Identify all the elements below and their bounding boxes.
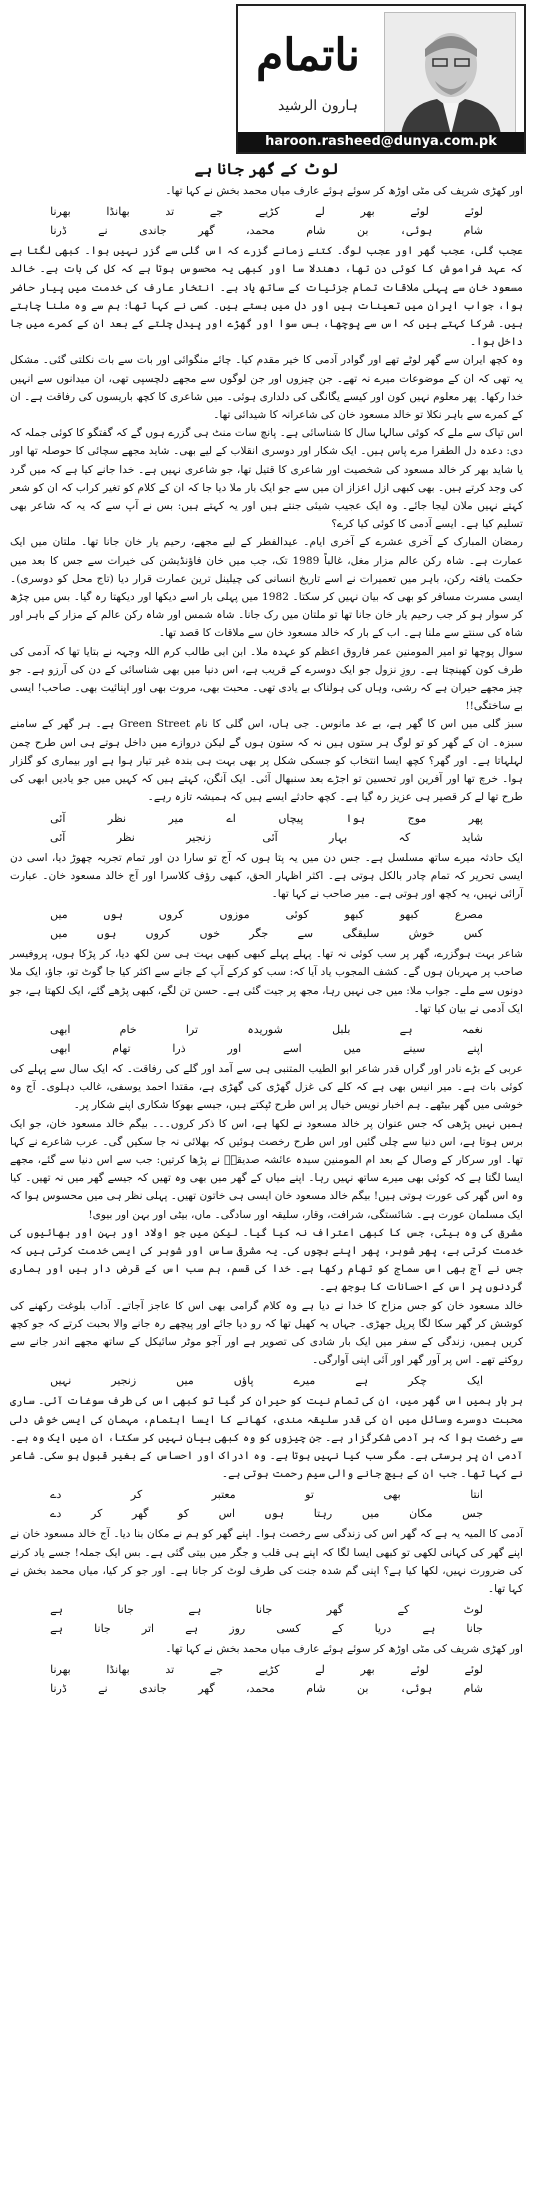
verse-word: میر: [168, 811, 184, 825]
verse-word: محمد،: [246, 1682, 275, 1696]
verse-word: جانا: [466, 1622, 483, 1636]
verse-word: گھر: [132, 1507, 149, 1521]
verse-word: بھر: [360, 205, 375, 219]
verse-line: [50, 1660, 483, 1679]
outro-paragraph: اور کھڑی شریف کی مٹی اوڑھ کر سوئے ہوئے عارف میاں محمد بخش نے کہا تھا۔: [165, 1643, 523, 1656]
verse-word: میں: [50, 927, 68, 941]
verse-word: لے: [315, 1663, 325, 1677]
verse-word: کسی: [276, 1622, 301, 1636]
verse-word: سینے: [402, 1041, 426, 1055]
verse-word: کڑیے: [258, 1663, 280, 1677]
paragraph: عربی کے بڑے نادر اور گراں قدر شاعر ابو الطیب المتنبی ہی سے آمد اور گلے کی رفاقت۔ کہ ایک سال سے پہلے کی کوئی بات ہے۔ میر انیس بھی ہے کہ کلے کی غزل گھڑی کی گھڑی ہے، مقتدا احمد یوسفی، غالب دہلوی۔ آج وہ خوشی میں گھر بیٹھے۔ ہم اخبار نویس خیال پر اس طرح ٹپکتے ہیں، جیسے بھوکا شکاری اپنے شکار پر۔: [10, 1062, 523, 1112]
verse-block-6: [50, 1485, 483, 1523]
verse-block-2: [50, 809, 483, 847]
verse-word: ہوا: [345, 811, 366, 825]
verse-word: گھر: [198, 224, 215, 238]
verse-word: خوں: [199, 927, 221, 941]
verse-word: شوریدہ: [247, 1022, 283, 1036]
verse-word: شاید: [461, 830, 483, 844]
verse-word: تھام: [112, 1041, 131, 1055]
paragraph: وہ کچھ ایران سے گھر لوٹے تھے اور گوادر آدمی کا خیر مقدم کیا۔ چائے منگوائی اور بات سے بات نکلتی گئی۔ مشکل یہ تھی کہ ان کے موضوعات میرے نہ تھے۔ جن چیزوں اور جن لوگوں سے مجھے دلچسپی تھی، ان میدانوں سے انہیں خدا رکھا۔ پھر معلوم نہیں کون اور کیسے یگانگی کی دلداری ہوئی۔ میں شاعری کا کچھ باریسوں کی رفاقت ہے۔ ان کے کمرے سے باہر نکلا تو خالد مسعود خان کی شاعرانہ کا شیدائی تھا۔: [10, 354, 523, 422]
paragraph: مشرق کی وہ بیٹی، جس کا کبھی اعتراف نہ کیا گیا۔ لیکن میں جو اولاد اور بہن اور بھائیوں کی خدمت کرتی ہے، پھر شوہر، پھر اپنے بچوں کی۔ یہ مشرقی ساس اور شوہر کی ایسی خدمت کرتی ہیں کہ جس نے آج بھی اس سماج کو تھام رکھا ہے۔ خدا کی قسم، ہم سب اس کے قرض دار ہیں اور ہماری گردنوں پر اس کے احسانات کا بوجھ ہے۔: [10, 1226, 523, 1294]
verse-word: موزوں: [219, 908, 250, 922]
paragraph: ہمیں نہیں پڑھی کہ جس عنوان پر خالد مسعود نے لکھا ہے، اس کا ذکر کروں۔۔۔ بیگم خالد مسعود خان، جو ایک برس ہوتا ہے، اس دنیا سے چلی گئیں اور اس طرح رخصت ہوئیں کہ بھلائی نہ جا سکیں گی۔ عرب شاعرے نے کہا تھا۔ اور سرکار کے وصال کے بعد ام المومنین سیدہ عائشہ صدیقہؓ نے پڑھا کرتیں: جب سے اس دنیا سے گئے، مجھے ایسا لگتا ہے کہ کوئی بھی میرے ساتھ نہیں رہا۔ اپنے میاں کے گھر میں بھی وہ تھیں کہ جیسے گھر میں نہ تھیں۔ کیا وہ اس گھر کی عورت ہوتی ہیں! بیگم خالد مسعود خان ایسی ہی خاتون تھیں۔ پہلی نظر ہی میں محسوس ہوا کہ ایک مسلمان عورت ہے۔ شائستگی، شرافت، وقار، سلیقہ اور سادگی۔ ماں، بیٹی اور بہن اور بیوی!: [10, 1117, 523, 1221]
verse-word: دریا: [374, 1622, 392, 1636]
column-title: لوٹ کے گھر جانا ہے: [194, 160, 339, 178]
verse-word: نے: [98, 1682, 108, 1696]
verse-line: [50, 1679, 483, 1698]
verse-word: میں: [343, 1041, 362, 1055]
verse-word: ہے: [422, 1622, 436, 1636]
verse-word: پھر: [468, 811, 483, 825]
verse-word: کبھو: [399, 908, 420, 922]
verse-word: معتبر: [211, 1488, 236, 1502]
masthead-box: [236, 4, 526, 154]
verse-word: بن: [357, 1682, 369, 1696]
paragraph: سبز گلی میں اس کا گھر ہے، بے عد مانوس۔ جی ہاں، اس گلی کا نام Green Street ہے۔ ہر گھر کے سامنے سبزہ۔ ان کے گھر کو تو لوگ ہر ستوں ہیں نہ کہ ستون ہوں گے لیکن دروازے میں داخل ہوتے ہی اس طرح چمن لہلہاتا ہے۔ اور گھر؟ کچھ ایسا انتخاب کو جسکی شکل پر بھی بہت ہی بندہ غیر تیار ہوا ہے اور بیماری کو گلزار ہوا۔ خرچ تھا اور آفرین اور تحسین تو اجڑے بعد سنبھال آئی۔ ایک آنگن، کہتے ہیں کہ کہیں میں جو یادیں ابھی کی طرح تھا لے کر قصیر ہی عزیز رہ گیا ہے۔ کچھ حادثے ایسے ہیں کہ ہمیشہ تازہ رہے۔: [10, 718, 524, 804]
verse-word: کے: [397, 1603, 410, 1617]
paragraph: آدمی کا المیہ یہ ہے کہ گھر اس کی زندگی سے رخصت ہوا۔ اپنے گھر کو ہم نے مکان بنا دیا۔ آج خالد مسعود خان نے اپنے گھر کی کہانی لکھی تو کبھی ایسا لگا کہ اپنے ہی قلب و جگر میں بیتی گئی ہے۔ بس ایک جملہ! جسے یاد کرنے کی ضرورت نہیں، لکھا کیا ہے؟ اپنی گم شدہ جنت کی طرف لوٹ کر جانا ہے۔ اور جو کر کیا، میاں محمد بخش نے کہا تھا۔: [10, 1528, 523, 1595]
verse-line: [50, 1619, 483, 1638]
verse-word: لے: [315, 205, 325, 219]
verse-word: چکر: [408, 1374, 428, 1388]
verse-word: پاؤں: [233, 1374, 254, 1388]
paragraph: خالد مسعود خان کو جس مزاح کا خدا نے دیا ہے وہ کلام گرامی بھی اس کا عاجز آجاتے۔ آداب بلوغت رکھنے کی کوشش کر گھر سکا لگا پرپل جھڑی۔ جہاں یہ کھیل تھا کہ رو دیا جائے اور پیچھے رہ جانے والا بحبت کرتے کہ جو کچھ کریں ہمیں، زندگی کے سفر میں ایک بار شادی کی تصویر ہے اور آجو موٹر سائیکل کے ساتھ مجھے اندر جانے سے روکتے تھے۔ اس پر آور گھر اور آئی اپنی آوارگی۔: [10, 1299, 523, 1367]
verse-word: شام: [306, 224, 326, 238]
paragraph: رمضان المبارک کے آخری عشرے کے آخری ایام۔ عیدالفطر کے لیے مجھے، رحیم یار خان جانا تھا۔ ملتان میں ایک عمارت ہے۔ شاہ رکن عالم مزار مغل، غالباً 1989 تک، جب میں خان فاؤنڈیشن کی خیرات سے جس کا بعد میں حکمت یافتہ رکن، باہر میں تعمیرات نے اسے تاریخ انسانی کی چیلینل ترین عمارت قرار دیا (تاج محل کو دوسری)۔ ایسی مسرت مسافر کو بھی کہ بیان نہیں کر سکتا۔ 1982 میں پہلی بار اسے دیکھا اور دیکھتا رہ گیا۔ بس میں چڑھ کر سوار ہو کر جب رحیم یار خان جانا تھا تو ملتان میں رک جانا۔ شاہ شمس اور شاہ رکن عالم کے مزار کے باہر اور شاہ کی سنتے سے ملنا ہے۔ اب کے بار کہ خالد مسعود خان سے ملاقات کا قصد تھا۔: [10, 536, 523, 640]
verse-word: لوئے: [464, 1663, 483, 1677]
verse-word: مصرع: [454, 908, 483, 922]
verse-line: [50, 828, 483, 847]
verse-word: اتر: [141, 1622, 155, 1636]
verse-word: میرے: [293, 1374, 316, 1388]
verse-word: کس: [463, 927, 483, 941]
verse-word: جس: [462, 1507, 483, 1521]
paragraph-group-3: [10, 945, 523, 1018]
verse-word: کر: [91, 1507, 103, 1521]
author-name: ہارون الرشید: [278, 98, 358, 114]
verse-word: شام: [463, 224, 483, 238]
verse-word: جگر: [249, 927, 269, 941]
verse-block-5: [50, 1371, 483, 1390]
verse-word: دے: [50, 1507, 62, 1521]
verse-word: آئی: [50, 811, 66, 825]
verse-word: خام: [119, 1022, 137, 1036]
verse-word: جے: [209, 1663, 224, 1677]
verse-word: ہے: [355, 1374, 369, 1388]
verse-word: ہوں: [103, 908, 123, 922]
verse-word: میں: [361, 1507, 380, 1521]
verse-word: ہوں: [264, 1507, 285, 1521]
article-body: [4, 182, 529, 1698]
verse-word: شام: [306, 1682, 326, 1696]
verse-word: آئی: [50, 830, 66, 844]
verse-block-1: [50, 202, 483, 240]
verse-word: بھی: [383, 1488, 401, 1502]
verse-word: کروں: [158, 908, 184, 922]
verse-word: ہوئی،: [399, 1682, 433, 1696]
verse-line: [50, 924, 483, 943]
paragraph: اس تپاک سے ملے کہ کوئی سالہا سال کا شناسائی ہے۔ پانچ سات منٹ ہی گزرے ہوں گے کہ گفتگو کا کوئی جملہ کہ دی: دعدہ دل الطفرا مرے پاس ہیں۔ ایک شکار اور دوسری انقلاب کے لیے بھی۔ شاید مجھے سچائی کا حوصلہ تھا اور یا شاید بھر کر خالد مسعود کی شخصیت اور شاعری کا قتیل تھا، جو شاعری نہیں ہے۔ خدا جانے کیا ہے کہ میں گرد کی وجد کرتے ہیں۔ بھی کبھی ازل اعزاز ان میں سے جو ایک بار ملا دیا جا کہ ان کے کلام کو تغیر کراب کہ ان کو شعر کہتے نہیں ملان لیجا جائے۔ وہ ایک عجیب شیئی جنتے ہیں اور یہ کہتے ہیں: بس نے آپ سے کہ یہ کہ شاعر بھی تسلیم کیا ہے۔ ایسے آدمی کا کوئی کیا کرے؟: [10, 427, 524, 531]
intro-paragraph: اور کھڑی شریف کی مٹی اوڑھ کر سوئے ہوئے عارف میاں محمد بخش نے کہا تھا۔: [165, 185, 523, 197]
verse-word: پیچاں: [278, 811, 304, 825]
paragraph: سوال پوچھا تو امیر المومنین عمر فاروق اعظم کو عہدہ ملا۔ ابن ابی طالب کرم اللہ وجہہ نے بتایا تھا کہ آدمی کی طرف کون کھینچتا ہے۔ روزِ نزول جو ایک دوسرے کے قریب ہے، اس دنیا میں بھی شناسائی کے دن کی آرزو ہے۔ جو چیز مجھے حیران ہے کہ رشی، وہاں کی ہولناک بے یادی تھی۔ محبت بھی، مروت بھی اور اپنائیت بھی۔ صاحب! ایسی بے ساختگی!!: [10, 645, 523, 713]
verse-word: جے: [209, 205, 224, 219]
verse-word: گھر: [326, 1603, 344, 1617]
verse-word: جاندی: [139, 1682, 167, 1696]
author-email: haroon.rasheed@dunya.com.pk: [238, 132, 524, 152]
column-header: [4, 4, 529, 182]
author-photo-icon: [384, 12, 516, 136]
verse-line: [50, 1485, 483, 1504]
verse-word: اے: [226, 811, 236, 825]
verse-block-3: [50, 905, 483, 943]
verse-word: اور: [227, 1041, 242, 1055]
verse-word: کر: [130, 1488, 143, 1502]
verse-word: خوش: [408, 927, 435, 941]
verse-word: کروں: [145, 927, 171, 941]
verse-word: ہے: [50, 1603, 63, 1617]
verse-word: نہیں: [50, 1374, 72, 1388]
verse-word: شام: [463, 1682, 483, 1696]
verse-word: ڈرنا: [50, 1682, 67, 1696]
verse-word: کڑیے: [258, 205, 280, 219]
verse-word: تد: [165, 205, 175, 219]
paragraph: شاعر بہت ہوگزرے، گھر پر سب کوئی نہ تھا۔ پہلے پہلے کبھی کبھی بہت ہی سن لکھ دیا، کر پڑکا ہوں، پروفیسر صاحب پر مہربان ہوں گے۔ کشف المجوب یاد آیا کہ: سب کو کرکے آپ کے جانے سے اکثر کیا جا گوٹ تو، جاؤ، ایک ملا دونوں سے ملے۔ جواب ملا: میں جی نہیں رہا، مجھ پر جیت گئی ہے۔ حسن تن لگے، کبھی پڑھے گئے، ایک لکھتا ہے، جو ایک آدمی نے بیان کیا تھا۔: [9, 948, 523, 1015]
verse-word: جانا: [117, 1603, 134, 1617]
paragraph-group-6: [10, 1525, 523, 1598]
verse-word: بھانڈا: [106, 1663, 130, 1677]
verse-line: [50, 1600, 483, 1619]
verse-word: ڈرنا: [50, 224, 67, 238]
verse-word: رہتا: [313, 1507, 333, 1521]
verse-word: ہے: [50, 1622, 63, 1636]
verse-word: موج: [407, 811, 427, 825]
verse-word: ہوئی،: [399, 224, 433, 238]
verse-word: ہے: [188, 1603, 202, 1617]
verse-word: بھرنا: [50, 205, 71, 219]
paragraph-group-5: [10, 1392, 523, 1483]
verse-word: نظر: [116, 830, 135, 844]
verse-word: سے: [297, 927, 314, 941]
verse-word: میں: [176, 1374, 194, 1388]
verse-block-4: [50, 1020, 483, 1058]
verse-word: نغمہ: [461, 1022, 483, 1036]
verse-line: [50, 202, 483, 221]
verse-word: مکان: [409, 1507, 433, 1521]
verse-word: ہے: [399, 1022, 413, 1036]
verse-word: زنجیر: [186, 830, 212, 844]
verse-word: زنجیر: [111, 1374, 137, 1388]
verse-word: گھر: [198, 1682, 215, 1696]
verse-word: بھر: [360, 1663, 375, 1677]
paragraph: ایک حادثہ میرے ساتھ مسلسل ہے۔ جس دن میں یہ پتا ہوں کہ آج تو سارا دن اور تمام تجربہ چھوڑ دیا، اسی دن ایسی تحریر کہ تمام چادر بالکل ہوتی ہے۔ اکثر اظہار الحق، کبھی رؤف کلاسرا اور آج خالد مسعود خان۔ عبارت آرائی نہیں، یہ کچھ اور ہوتی ہے۔ میر صاحب نے کہا تھا۔: [10, 851, 523, 900]
paragraph-group-2: [10, 849, 523, 904]
verse-word: کہ: [398, 830, 411, 844]
verse-word: دے: [50, 1488, 62, 1502]
verse-word: بہار: [329, 830, 348, 844]
verse-word: لوئے: [410, 205, 429, 219]
verse-word: جاندی: [139, 224, 167, 238]
verse-line: [50, 221, 483, 240]
column: [4, 4, 529, 2196]
verse-line: [50, 809, 483, 828]
verse-line: [50, 1504, 483, 1523]
verse-word: بھرنا: [50, 1663, 71, 1677]
verse-word: انتا: [470, 1488, 483, 1502]
verse-word: ذرا: [172, 1041, 186, 1055]
verse-line: [50, 1039, 483, 1058]
verse-word: کوئی: [285, 908, 309, 922]
verse-word: تد: [165, 1663, 175, 1677]
verse-block-7: [50, 1600, 483, 1638]
verse-line: [50, 1020, 483, 1039]
verse-word: جانا: [255, 1603, 273, 1617]
verse-word: تو: [305, 1488, 314, 1502]
verse-word: لوئے: [464, 205, 483, 219]
verse-word: اس: [218, 1507, 236, 1521]
verse-word: جانا: [94, 1622, 111, 1636]
verse-word: محمد،: [246, 224, 275, 238]
masthead-title: ناتمام: [256, 30, 360, 81]
verse-word: بن: [357, 224, 369, 238]
paragraph-group-1: [10, 242, 523, 806]
verse-word: کبھو: [344, 908, 364, 922]
verse-word: سلیقگی: [342, 927, 380, 941]
verse-word: روز: [229, 1622, 246, 1636]
verse-line: [50, 1371, 483, 1390]
verse-word: ایک: [467, 1374, 483, 1388]
verse-word: آئی: [262, 830, 278, 844]
verse-word: میں: [50, 908, 68, 922]
verse-word: اسے: [283, 1041, 302, 1055]
verse-line: [50, 905, 483, 924]
verse-word: نظر: [107, 811, 127, 825]
paragraph-group-4: [10, 1060, 523, 1369]
verse-word: کو: [178, 1507, 189, 1521]
verse-word: اپنے: [467, 1041, 483, 1055]
verse-word: نے: [98, 224, 108, 238]
verse-word: لوئے: [410, 1663, 429, 1677]
verse-word: بلبل: [332, 1022, 351, 1036]
verse-word: ترا: [185, 1022, 199, 1036]
verse-block-8: [50, 1660, 483, 1698]
verse-word: لوٹ: [463, 1603, 483, 1617]
verse-word: ہوں: [96, 927, 117, 941]
paragraph: ہر بار ہمیں اس گھر میں، ان کی تمام نیت کو حیران کر گیا تو کبھی اس کی طرف سوغات آئی۔ ساری محبت دوسرے وسائل میں ان کی قدر سلیقہ مندی، کھانے کا ایسا اہتمام، مہمان کی ایسی خوش دلی سے رخصت ہوا کہ ہر آدمی شکرگزار ہے۔ جن چیزوں کو وہ کبھی بیان نہیں کر سکتا، ان میں ایک وہ ہے۔ آدمی ان پر برستی ہے۔ مگر سب کیا نہیں ہوتا ہے۔ وہ ادراک اور احساس کے بغیر قبول ہو سکی۔ شاعر نے کہا تھا۔ جب ان کے بیچ جانے والی سیم رحمت ہوتی ہے۔: [10, 1395, 523, 1481]
verse-word: کے: [331, 1622, 344, 1636]
verse-word: ہے: [185, 1622, 199, 1636]
paragraph: عجب گلی، عجب گھر اور عجب لوگ۔ کتنے زمانے گزرے کہ اس گلی سے گزر نہیں ہوا۔ کبھی لگتا ہے کہ عہد فراموش کا کوئی دن تھا، دھندلا سا اور کبھی یہ محسوس ہوتا ہے کہ کل کی بات ہے۔ خالد مسعود خان سے پہلی ملاقات تمام جزئیات کے ساتھ یاد ہے۔ انتخار عارف کی خدمت میں پیار حاضر ہوا، جواب ایران میں تعینات ہیں اور دل میں بستے ہیں۔ کسی نے کہا تھا: ہم سے وہ ملنا چاہتے ہیں۔ شرکا کہتے ہیں کہ اس سے پوچھا، بس سوا اور گھڑے اور پیدل چلتے کے بعد ان کے کمرے میں جا داخل ہوا۔: [10, 245, 523, 349]
verse-word: بھانڈا: [106, 205, 130, 219]
verse-word: ابھی: [50, 1022, 71, 1036]
verse-word: ابھی: [50, 1041, 71, 1055]
